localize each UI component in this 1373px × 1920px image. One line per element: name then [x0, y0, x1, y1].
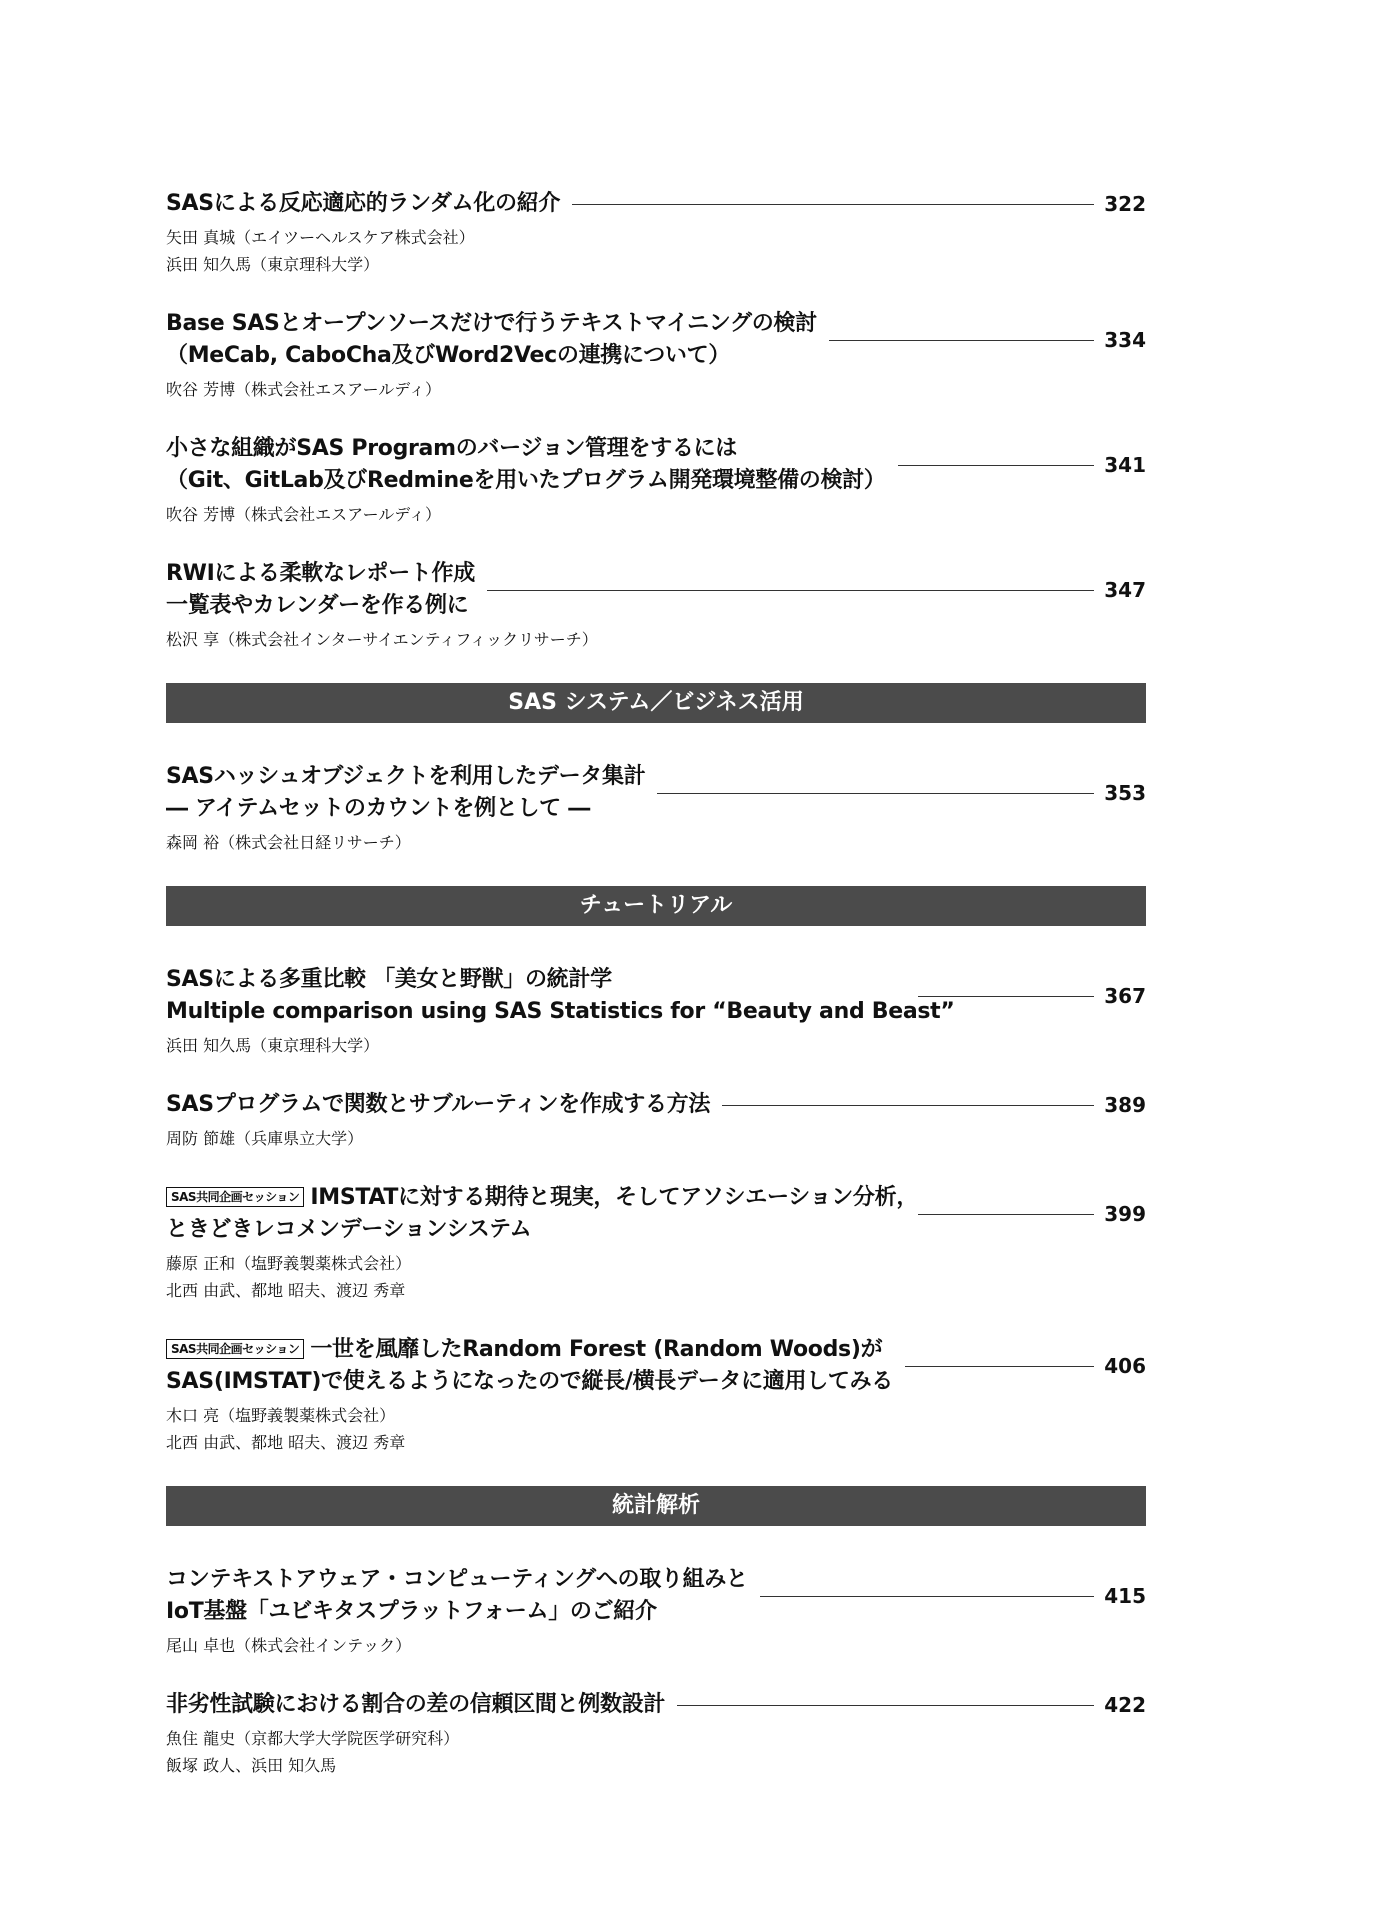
dot-leader — [918, 996, 1094, 997]
entry-title-line: 非劣性試験における割合の差の信頼区間と例数設計 — [166, 1692, 666, 1717]
entry-title-row — [166, 964, 1146, 1028]
author-line: 北西 由武、都地 昭夫、渡辺 秀章 — [166, 1433, 406, 1452]
entry-title — [166, 308, 817, 372]
entry-title-line: SASプログラムで関数とサブルーティンを作成する方法 — [166, 1092, 711, 1117]
entry-title-row — [166, 433, 1146, 497]
toc-entry[interactable] — [166, 558, 1146, 653]
entry-title — [166, 964, 955, 1028]
dot-leader — [760, 1596, 1094, 1597]
author-line: 吹谷 芳博（株式会社エスアールディ） — [166, 505, 442, 524]
entry-title — [166, 1089, 710, 1121]
entry-title-line: SASによる反応適応的ランダム化の紹介 — [166, 191, 561, 216]
dot-leader — [918, 1214, 1094, 1215]
dot-leader — [829, 340, 1094, 341]
entry-title-line: （MeCab, CaboCha及びWord2Vecの連携について） — [166, 343, 731, 368]
entry-title-row — [166, 188, 1146, 220]
toc-entry[interactable] — [166, 1334, 1146, 1456]
page-number: 347 — [1104, 578, 1146, 602]
entry-title-row — [166, 1089, 1146, 1121]
page-number: 367 — [1104, 984, 1146, 1008]
entry-title-line: ― アイテムセットのカウントを例として ― — [166, 796, 590, 821]
page-number: 422 — [1104, 1693, 1146, 1717]
entry-title-row — [166, 308, 1146, 372]
author-line: 木口 亮（塩野義製薬株式会社） — [166, 1406, 396, 1425]
author-line: 北西 由武、都地 昭夫、渡辺 秀章 — [166, 1281, 406, 1300]
toc-entry[interactable] — [166, 433, 1146, 528]
page-number: 341 — [1104, 453, 1146, 477]
entry-title-line: ときどきレコメンデーションシステム — [166, 1217, 532, 1242]
dot-leader — [898, 465, 1094, 466]
dot-leader — [487, 590, 1094, 591]
entry-title — [166, 1334, 893, 1398]
entry-authors — [166, 1402, 1146, 1456]
dot-leader — [572, 204, 1094, 205]
entry-authors — [166, 626, 1146, 653]
author-line: 藤原 正和（塩野義製薬株式会社） — [166, 1254, 412, 1273]
entry-title-line: 一覧表やカレンダーを作る例に — [166, 593, 469, 618]
author-line: 矢田 真城（エイツーヘルスケア株式会社） — [166, 228, 475, 247]
page-number: 322 — [1104, 192, 1146, 216]
entry-title — [166, 761, 645, 825]
page-number: 399 — [1104, 1202, 1146, 1226]
entry-authors — [166, 829, 1146, 856]
entry-title-line: コンテキストアウェア・コンピューティングへの取り組みと — [166, 1567, 748, 1592]
section-header-statistics: 統計解析 — [166, 1486, 1146, 1526]
author-line: 浜田 知久馬（東京理科大学） — [166, 255, 380, 274]
entry-title-line: IoT基盤「ユビキタスプラットフォーム」のご紹介 — [166, 1599, 657, 1624]
entry-title — [166, 1564, 748, 1628]
page-number: 334 — [1104, 328, 1146, 352]
entry-title-row — [166, 1689, 1146, 1721]
dot-leader — [722, 1105, 1094, 1106]
entry-authors — [166, 501, 1146, 528]
entry-title — [166, 188, 560, 220]
toc-entry[interactable] — [166, 1089, 1146, 1152]
author-line: 周防 節雄（兵庫県立大学） — [166, 1129, 364, 1148]
toc-entry[interactable] — [166, 188, 1146, 278]
entry-title-row — [166, 761, 1146, 825]
section-header-tutorial: チュートリアル — [166, 886, 1146, 926]
toc-entry[interactable] — [166, 761, 1146, 856]
entry-title — [166, 558, 475, 622]
author-line: 吹谷 芳博（株式会社エスアールディ） — [166, 380, 442, 399]
entry-title-line: SASハッシュオブジェクトを利用したデータ集計 — [166, 764, 646, 789]
entry-authors — [166, 1125, 1146, 1152]
toc-content — [166, 188, 1146, 1809]
dot-leader — [677, 1705, 1094, 1706]
entry-title — [166, 1689, 665, 1721]
entry-authors — [166, 1032, 1146, 1059]
entry-title-line: （Git、GitLab及びRedmineを用いたプログラム開発環境整備の検討） — [166, 468, 886, 493]
entry-title — [166, 1182, 919, 1246]
entry-title-text: 一世を風靡したRandom Forest (Random Woods)が — [310, 1337, 883, 1362]
entry-title-line: SAS(IMSTAT)で使えるようになったので縦長/横長データに適用してみる — [166, 1369, 894, 1394]
toc-entry[interactable] — [166, 1182, 1146, 1304]
session-tag: SAS共同企画セッション — [166, 1339, 304, 1359]
toc-entry[interactable] — [166, 1689, 1146, 1779]
page-number: 415 — [1104, 1584, 1146, 1608]
page-number: 406 — [1104, 1354, 1146, 1378]
entry-title-row — [166, 558, 1146, 622]
section-header-business: SAS システム／ビジネス活用 — [166, 683, 1146, 723]
entry-title-text: IMSTATに対する期待と現実，そしてアソシエーション分析， — [310, 1185, 919, 1210]
dot-leader — [657, 793, 1094, 794]
entry-title-line: Multiple comparison using SAS Statistics for “Beauty and Beast” — [166, 999, 955, 1024]
entry-title — [166, 433, 886, 497]
author-line: 尾山 卓也（株式会社インテック） — [166, 1636, 412, 1655]
entry-title-row — [166, 1334, 1146, 1398]
entry-title-line — [166, 1182, 919, 1214]
entry-title-row — [166, 1564, 1146, 1628]
author-line: 浜田 知久馬（東京理科大学） — [166, 1036, 380, 1055]
entry-authors — [166, 1250, 1146, 1304]
toc-entry[interactable] — [166, 308, 1146, 403]
dot-leader — [905, 1366, 1094, 1367]
entry-title-line — [166, 1334, 893, 1366]
entry-authors — [166, 1632, 1146, 1659]
author-line: 森岡 裕（株式会社日経リサーチ） — [166, 833, 411, 852]
entry-title-line: 小さな組織がSAS Programのバージョン管理をするには — [166, 436, 737, 461]
session-tag: SAS共同企画セッション — [166, 1187, 304, 1207]
entry-authors — [166, 376, 1146, 403]
author-line: 魚住 龍史（京都大学大学院医学研究科） — [166, 1729, 460, 1748]
page-number: 389 — [1104, 1093, 1146, 1117]
entry-title-line: SASによる多重比較 「美女と野獣」の統計学 — [166, 967, 612, 992]
entry-authors — [166, 1725, 1146, 1779]
entry-title-line: Base SASとオープンソースだけで行うテキストマイニングの検討 — [166, 311, 817, 336]
toc-entry[interactable] — [166, 1564, 1146, 1659]
entry-title-line: RWIによる柔軟なレポート作成 — [166, 561, 475, 586]
author-line: 飯塚 政人、浜田 知久馬 — [166, 1756, 337, 1775]
page-number: 353 — [1104, 781, 1146, 805]
author-line: 松沢 享（株式会社インターサイエンティフィックリサーチ） — [166, 630, 598, 649]
entry-authors — [166, 224, 1146, 278]
entry-title-row — [166, 1182, 1146, 1246]
toc-entry[interactable] — [166, 964, 1146, 1059]
